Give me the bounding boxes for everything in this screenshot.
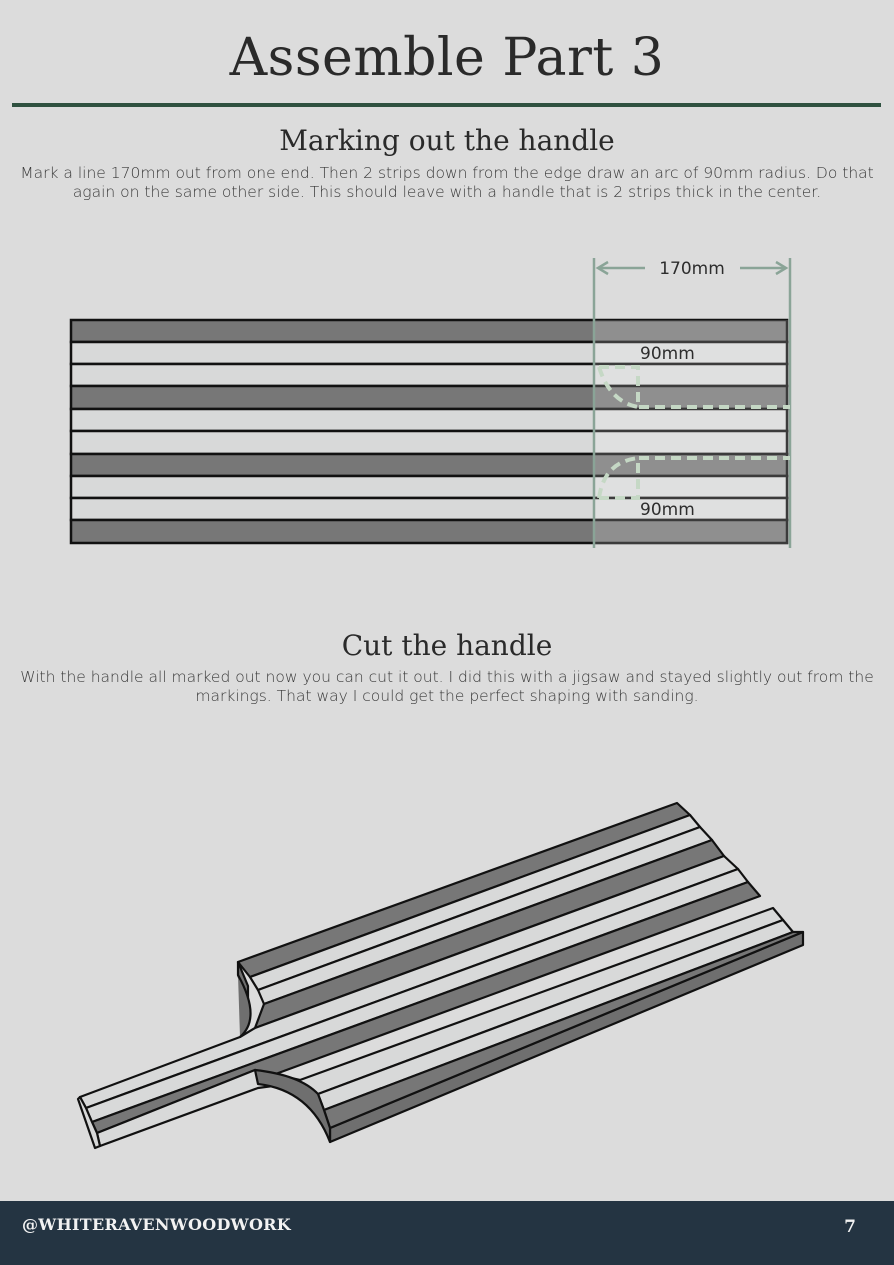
footer-social-handle: @WHITERAVENWOODWORK (22, 1215, 291, 1234)
section-heading-cut: Cut the handle (341, 629, 553, 662)
section-text-cut: With the handle all marked out now you can cut it out. I did this with a jigsaw and stayed slightly out from the markings. That way I could get the perfect shaping with sanding. (20, 668, 874, 705)
section-text-marking: Mark a line 170mm out from one end. Then 2 strips down from the edge draw an arc of 90mm radius. Do that again on the same other side. This should leave with a handle that is 2 strips thick in the center. (20, 164, 874, 201)
radius-top-label: 90mm (640, 344, 695, 364)
length-label: 170mm (659, 259, 725, 279)
cut-board-illustration (0, 790, 894, 1160)
radius-bottom-label: 90mm (640, 500, 695, 520)
footer (0, 1201, 894, 1265)
page-number: 7 (844, 1217, 856, 1237)
section-heading-marking: Marking out the handle (279, 124, 615, 157)
board-marking-diagram (0, 250, 894, 560)
title-divider (12, 103, 881, 107)
page-title: Assemble Part 3 (229, 28, 665, 88)
